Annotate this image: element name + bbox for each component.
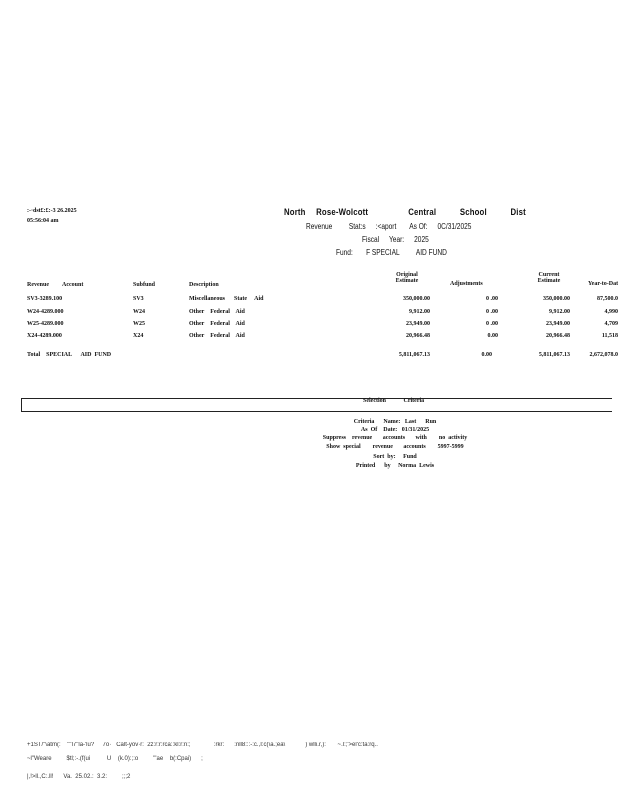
col-adjustments: Adjustments (450, 281, 483, 287)
district-name: North Rose-Wolcott Central School Dist (284, 207, 526, 218)
criteria-line: Suppress revenue accounts with no activity (322, 435, 468, 441)
adjustments: 0 .00 (486, 309, 498, 315)
description: Miscellaneous State Aid (189, 296, 264, 302)
account-code: W25-4289.000 (27, 321, 64, 327)
run-time: 05:56:04 am (27, 218, 59, 224)
total-year-to-date: 2,672,078.0 (589, 352, 618, 358)
subfund-code: W25 (133, 321, 145, 327)
year-to-date: 4,709 (604, 321, 618, 327)
year-to-date: 11,518 (601, 333, 618, 339)
col-account: Account (62, 282, 84, 288)
adjustments: 0.00 (487, 333, 498, 339)
total-current-estimate: 5,811,067.13 (538, 352, 570, 358)
selection-criteria-heading: Selection Criteria (363, 398, 425, 404)
original-estimate: 23,949.00 (406, 321, 430, 327)
subfund-code: SV3 (133, 296, 144, 302)
account-code: W24-4289.000 (27, 309, 64, 315)
description: Other Federal Aid (189, 321, 245, 327)
fiscal-year: Fiscal Year: 2025 (362, 235, 429, 244)
original-estimate: 350,000.00 (403, 296, 430, 302)
criteria-line: Criteria Name: Last Run (353, 419, 437, 425)
account-code: SV3-3289.100 (27, 296, 63, 302)
fund-label: Fund: F SPECIAL AID FUND (336, 248, 447, 257)
col-current-estimate: Current Estimate (537, 272, 561, 284)
criteria-line: Show special revenue accounts 5997-5999 (326, 444, 464, 450)
col-subfund: Subfund (133, 282, 156, 288)
original-estimate: 20,966.48 (406, 333, 430, 339)
footer-line-3: |,!>ll.,C:.ll! Va. 25.02.: 3.2: ;;;2 (27, 774, 131, 780)
criteria-line: Sort by: Fund (373, 454, 417, 460)
adjustments: 0 .00 (486, 296, 498, 302)
account-code: X24-4289.000 (27, 333, 62, 339)
report-title: Revenue Stat:s :<aport As Of: 0C/31/2025 (306, 222, 472, 231)
footer-line-2: ~l"Weare $tl;:-.(f(ui U (k.0):;:o "'ae b(:Cpai) ; (27, 756, 203, 762)
year-to-date: 87,500.0 (597, 296, 618, 302)
col-year-to-date: Year-to-Dat (588, 281, 618, 287)
original-estimate: 9,912.00 (409, 309, 430, 315)
year-to-date: 4,990 (604, 309, 618, 315)
criteria-line: As Of Date: 01/31/2025 (360, 427, 430, 433)
current-estimate: 20,966.48 (546, 333, 570, 339)
total-original-estimate: 5,811,067.13 (398, 352, 430, 358)
selection-criteria-bar (21, 398, 612, 412)
subfund-code: X24 (133, 333, 144, 339)
current-estimate: 23,949.00 (546, 321, 570, 327)
criteria-line: Printed by Norma Lewis (355, 463, 435, 469)
col-original-estimate: Original Estimate (395, 272, 419, 284)
footer-line-1: +1ST/"\atm(: ""l7"la-'lu? 7o· Calt-yov·r: 2z:r:r:rca::kl:r:n:; :rkr: :nll8:::-:c.,I:c(\a.;ea\ ) wlli.r,): ~.l:;'>el'c:ta:rq.. (27, 742, 378, 748)
run-date: :-·dst£:£:-3 26.2025 (27, 208, 77, 214)
adjustments: 0 .00 (486, 321, 498, 327)
col-revenue: Revenue (27, 282, 49, 288)
total-label: Total SPECIAL AID FUND (27, 352, 112, 358)
current-estimate: 9,912.00 (549, 309, 570, 315)
description: Other Federal Aid (189, 309, 245, 315)
current-estimate: 350,000.00 (543, 296, 570, 302)
description: Other Federal Aid (189, 333, 245, 339)
total-adjustments: 0.00 (481, 352, 492, 358)
col-description: Description (189, 282, 219, 288)
subfund-code: W24 (133, 309, 145, 315)
